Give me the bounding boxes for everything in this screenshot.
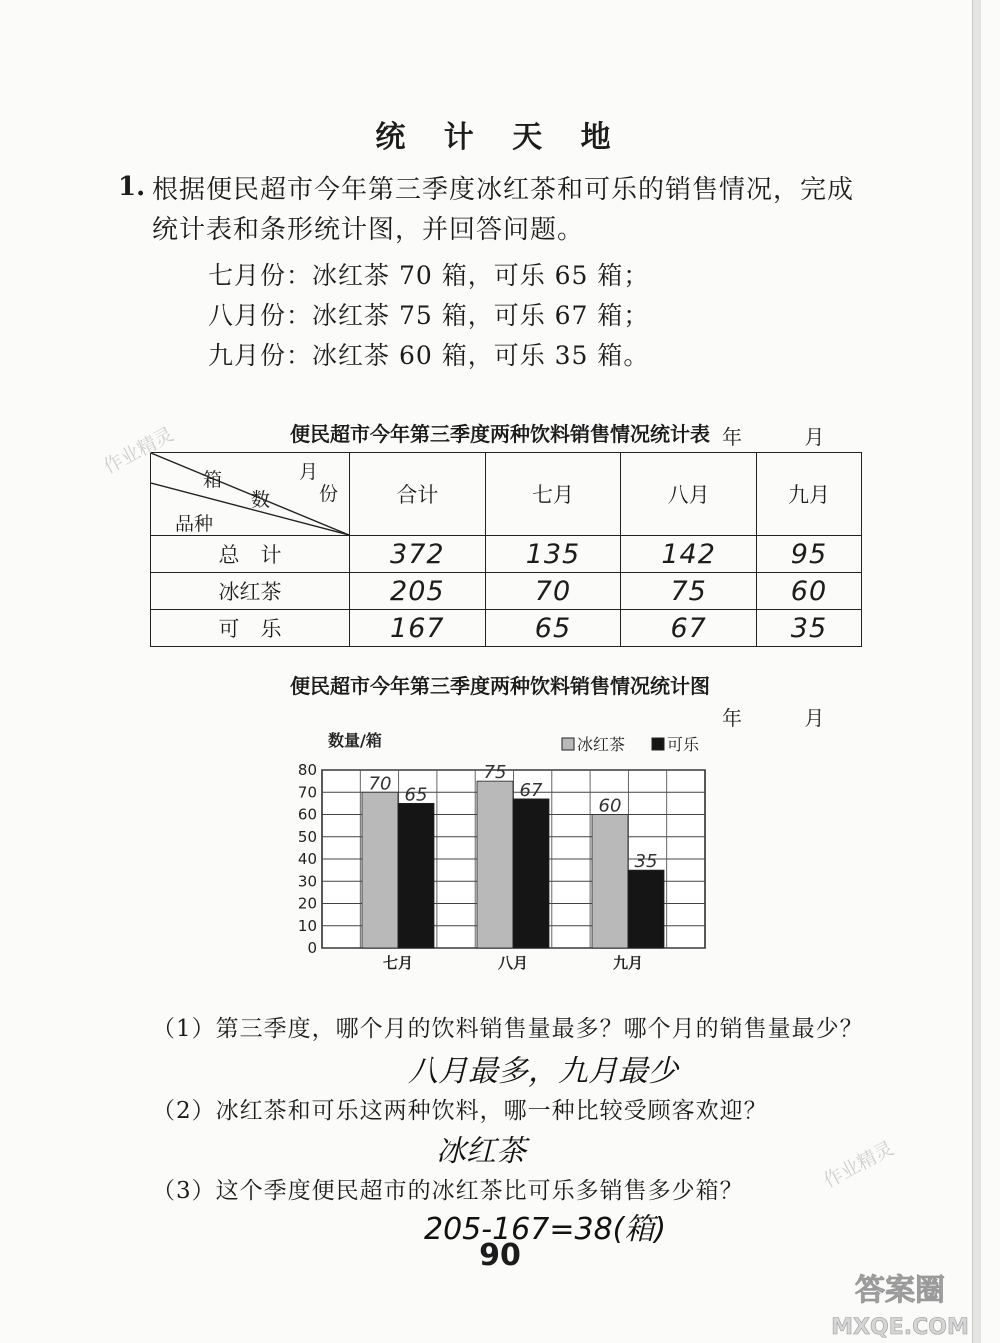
table-cell: 135	[485, 536, 621, 573]
watermark: 作业精灵	[819, 1137, 898, 1193]
given-line-1: 七月份：冰红茶 70 箱，可乐 65 箱；	[208, 261, 650, 290]
data-label: 75	[483, 762, 507, 784]
question-number: 1.	[118, 172, 146, 202]
table-row	[151, 610, 862, 647]
answer-1: 八月最多，九月最少	[408, 1054, 678, 1089]
header-september: 九月	[756, 453, 861, 536]
bar-chart	[280, 720, 740, 980]
legend-label: 可乐	[667, 735, 700, 754]
watermark: 作业精灵	[99, 423, 178, 479]
data-label: 70	[368, 773, 392, 795]
svg-text:答案圈: 答案圈	[855, 1273, 945, 1308]
y-tick-label: 50	[297, 827, 317, 846]
y-tick-label: 20	[297, 894, 317, 913]
site-logo	[830, 1262, 970, 1342]
row-label: 可 乐	[151, 610, 350, 647]
data-label: 67	[519, 779, 543, 801]
corner-count-2: 数	[251, 489, 271, 511]
sub-question-3: （3）这个季度便民超市的冰红茶比可乐多销售多少箱？	[152, 1178, 744, 1204]
bar-cola	[513, 799, 549, 948]
page-number: 90	[479, 1238, 521, 1273]
row-label: 总 计	[151, 536, 350, 573]
statistics-table	[150, 452, 862, 647]
table-cell: 70	[485, 573, 621, 610]
table-year-month: 年 月	[722, 425, 853, 449]
table-cell: 65	[485, 610, 621, 647]
table-cell: 67	[621, 610, 757, 647]
sub-question-2: （2）冰红茶和可乐这两种饮料，哪一种比较受顾客欢迎？	[152, 1098, 768, 1124]
x-tick-label: 七月	[382, 954, 414, 972]
table-cell: 372	[350, 536, 486, 573]
table-cell: 167	[350, 610, 486, 647]
data-label: 35	[634, 851, 658, 873]
data-label: 65	[404, 784, 428, 806]
corner-month: 月	[299, 461, 319, 483]
chart-caption: 便民超市今年第三季度两种饮料销售情况统计图	[290, 674, 710, 698]
table-row	[151, 536, 862, 573]
answer-2: 冰红茶	[436, 1134, 526, 1169]
table-cell: 35	[756, 610, 861, 647]
y-tick-label: 0	[307, 939, 317, 957]
table-caption: 便民超市今年第三季度两种饮料销售情况统计表	[290, 422, 710, 446]
table-cell: 205	[350, 573, 486, 610]
header-august: 八月	[621, 453, 757, 536]
y-tick-label: 30	[297, 872, 317, 891]
question-text	[152, 170, 882, 250]
table-cell: 60	[756, 573, 861, 610]
corner-kind: 品种	[175, 513, 214, 535]
corner-month-2: 份	[319, 483, 339, 505]
header-july: 七月	[485, 453, 621, 536]
table-cell: 95	[756, 536, 861, 573]
data-label: 60	[598, 795, 622, 817]
sub-question-1: （1）第三季度，哪个月的饮料销售量最多？哪个月的销售量最少？	[152, 1016, 864, 1042]
x-tick-label: 八月	[497, 954, 529, 972]
bar-cola	[628, 870, 664, 948]
y-tick-label: 40	[297, 850, 317, 868]
y-tick-label: 80	[297, 761, 317, 779]
answer-3: 205-167=38(箱)	[424, 1212, 667, 1247]
bar-ice-tea	[362, 792, 398, 948]
header-total: 合计	[350, 453, 486, 536]
y-tick-label: 10	[297, 916, 317, 935]
given-line-3: 九月份：冰红茶 60 箱，可乐 35 箱。	[208, 341, 650, 370]
legend-swatch	[652, 738, 664, 750]
y-tick-label: 60	[297, 805, 317, 824]
bar-ice-tea	[477, 781, 513, 948]
table-row	[151, 573, 862, 610]
legend-label: 冰红茶	[577, 735, 626, 754]
x-tick-label: 九月	[612, 954, 644, 972]
given-line-2: 八月份：冰红茶 75 箱，可乐 67 箱；	[208, 301, 650, 330]
corner-cell	[151, 453, 350, 536]
table-cell: 142	[621, 536, 757, 573]
table-cell: 75	[621, 573, 757, 610]
bar-ice-tea	[592, 815, 628, 949]
question-line-1: 根据便民超市今年第三季度冰红茶和可乐的销售情况，完成	[152, 175, 855, 205]
table-header-row	[151, 453, 862, 536]
svg-text:MXQE.COM: MXQE.COM	[831, 1315, 969, 1340]
y-tick-label: 70	[297, 783, 317, 802]
row-label: 冰红茶	[151, 573, 350, 610]
chart-year-month: 年 月	[722, 706, 853, 730]
page-title: 统 计 天 地	[375, 120, 625, 155]
y-axis-label: 数量/箱	[328, 731, 382, 750]
corner-count: 箱	[203, 469, 223, 491]
legend-swatch	[562, 738, 574, 750]
question-line-2: 统计表和条形统计图，并回答问题。	[152, 215, 585, 245]
bar-cola	[398, 803, 434, 948]
